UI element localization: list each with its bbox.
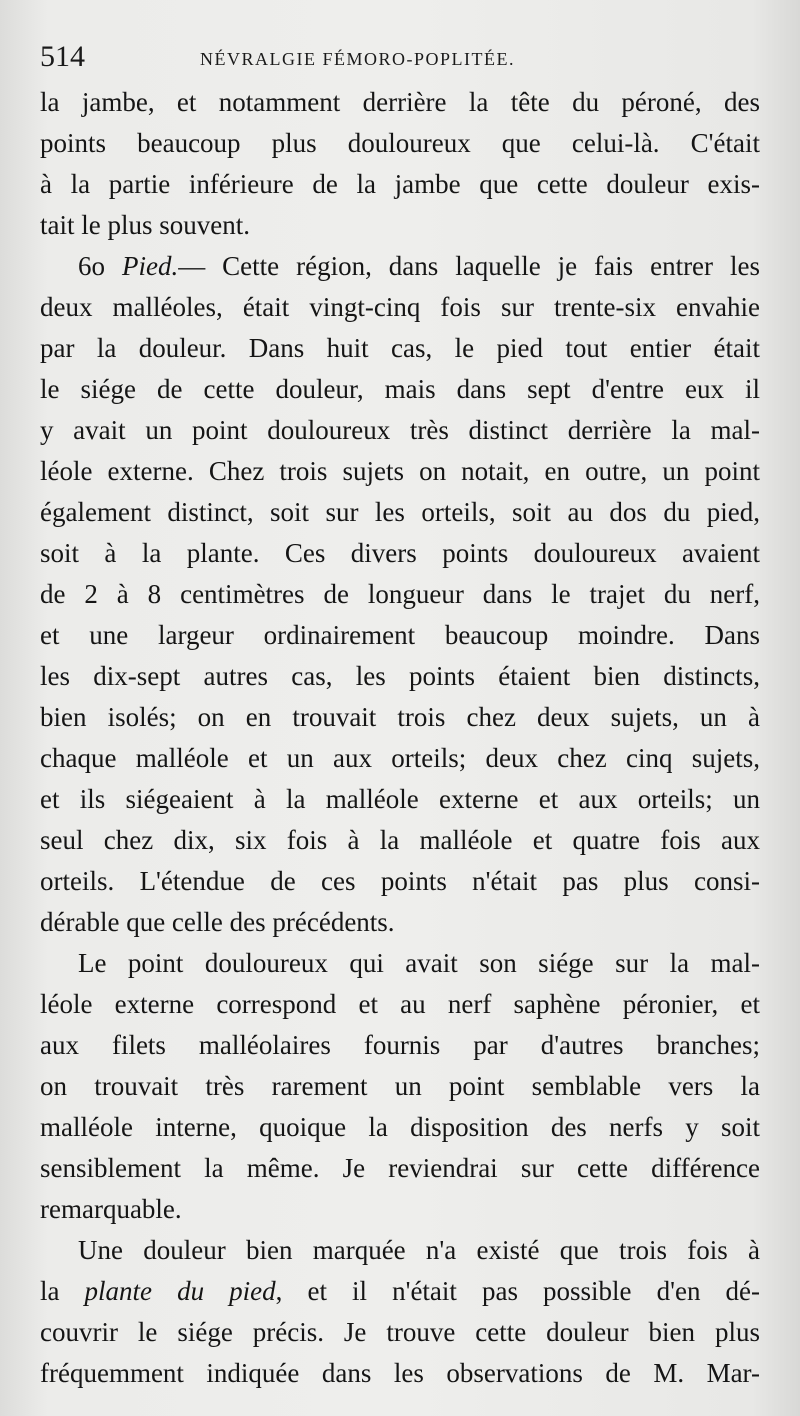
running-title: NÉVRALGIE FÉMORO-POPLITÉE. [200,49,515,69]
text-line: malléole interne, quoique la disposition des nerfs y soit [40,1112,760,1142]
text-line: par la douleur. Dans huit cas, le pied tout entier était [40,333,760,363]
text-line: fréquemment indiquée dans les observations de M. Mar- [40,1358,760,1388]
italic-term: plante du pied [84,1276,276,1306]
paragraph-2 [40,246,760,943]
text-line: de 2 à 8 centimètres de longueur dans le trajet du nerf, [40,579,760,609]
text-line: le siége de cette douleur, mais dans sept d'entre eux il [40,374,760,404]
text-line: seul chez dix, six fois à la malléole et quatre fois aux [40,825,760,855]
text-line [40,1271,760,1312]
text-line: soit à la plante. Ces divers points douloureux avaient [40,538,760,568]
text-line: à la partie inférieure de la jambe que cette douleur exis- [40,169,760,199]
text-line: et ils siégeaient à la malléole externe et aux orteils; un [40,784,760,814]
text-fragment: la [40,1276,85,1306]
text-fragment: , et il n'était pas possible d'en dé- [275,1276,760,1306]
text-line: remarquable. [40,1194,182,1224]
body-text [40,82,760,1394]
text-line: deux malléoles, était vingt-cinq fois sur trente-six envahie [40,292,760,322]
paragraph-4 [40,1230,760,1394]
text-line: chaque malléole et un aux orteils; deux chez cinq sujets, [40,743,760,773]
text-line: Une douleur bien marquée n'a existé que trois fois à [78,1235,760,1265]
text-line: orteils. L'étendue de ces points n'était pas plus consi- [40,866,760,896]
text-line: et une largeur ordinairement beaucoup moindre. Dans [40,620,760,650]
text-line: aux filets malléolaires fournis par d'autres branches; [40,1030,760,1060]
text-fragment: — Cette région, dans laquelle je fais entrer les [178,251,760,281]
page-number: 514 [40,40,85,73]
text-line: dérable que celle des précédents. [40,907,395,937]
text-line: léole externe correspond et au nerf saphène péronier, et [40,989,760,1019]
paragraph-3 [40,943,760,1230]
text-line [40,246,760,287]
section-heading: Pied. [121,251,179,281]
running-head [40,40,760,80]
text-line: on trouvait très rarement un point semblable vers la [40,1071,760,1101]
text-line: les dix-sept autres cas, les points étaient bien distincts, [40,661,760,691]
text-line: points beaucoup plus douloureux que celui-là. C'était [40,128,760,158]
text-line: sensiblement la même. Je reviendrai sur cette différence [40,1153,760,1183]
text-line: tait le plus souvent. [40,210,250,240]
text-line: également distinct, soit sur les orteils, soit au dos du pied, [40,497,760,527]
text-line: la jambe, et notamment derrière la tête du péroné, des [40,87,760,117]
text-line: y avait un point douloureux très distinct derrière la mal- [40,415,760,445]
text-line: léole externe. Chez trois sujets on notait, en outre, un point [40,456,760,486]
text-line: Le point douloureux qui avait son siége sur la mal- [78,948,760,978]
section-number: 6o [78,251,105,281]
paragraph-1 [40,82,760,246]
text-line: couvrir le siége précis. Je trouve cette douleur bien plus [40,1317,760,1347]
text-line: bien isolés; on en trouvait trois chez deux sujets, un à [40,702,760,732]
